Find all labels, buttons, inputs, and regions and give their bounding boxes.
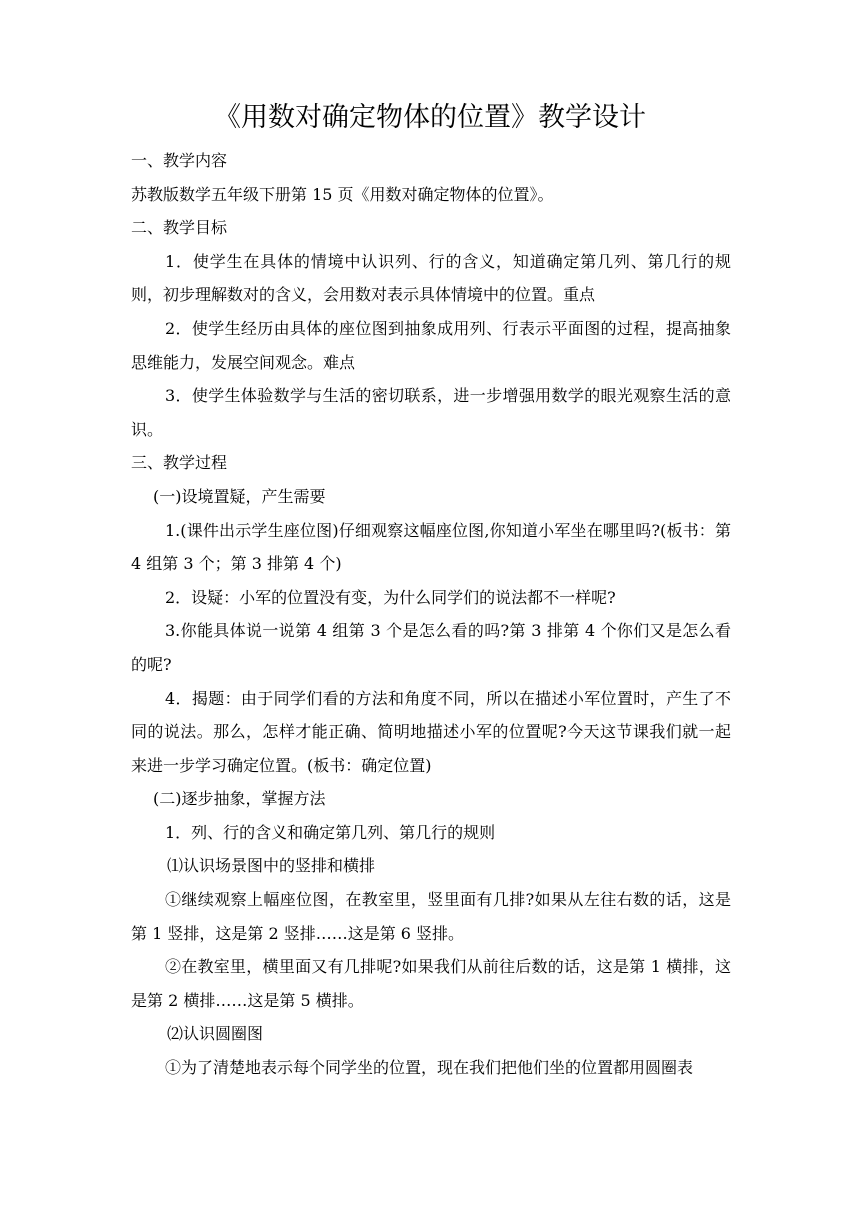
paragraph: 苏教版数学五年级下册第 15 页《用数对确定物体的位置》。: [131, 184, 554, 204]
paragraph: 1．列、行的含义和确定第几列、第几行的规则: [165, 822, 496, 842]
paragraph: ①继续观察上幅座位图，在教室里，竖里面有几排?如果从左往右数的话，这是第 1 竖排，这是第 2 竖排……这是第 6 竖排。: [131, 890, 731, 943]
paragraph: 2．使学生经历由具体的座位图到抽象成用列、行表示平面图的过程，提高抽象思维能力，发展空间观念。难点: [131, 318, 731, 372]
paragraph: ②在教室里，横里面又有几排呢?如果我们从前往后数的话，这是第 1 横排，这是第 2 横排……这是第 5 横排。: [131, 957, 731, 1010]
paragraph: ⑴认识场景图中的竖排和横排: [167, 856, 376, 876]
paragraph: ①为了清楚地表示每个同学坐的位置，现在我们把他们坐的位置都用圆圈表: [165, 1058, 694, 1078]
paragraph: 3.你能具体说一说第 4 组第 3 个是怎么看的吗?第 3 排第 4 个你们又是怎么看的呢?: [131, 621, 731, 674]
paragraph: 1.(课件出示学生座位图)仔细观察这幅座位图,你知道小军坐在哪里吗?(板书：第 4 组第 3 个；第 3 排第 4 个): [131, 520, 731, 574]
paragraph: (一)设境置疑，产生需要: [153, 486, 326, 506]
paragraph: 4．揭题：由于同学们看的方法和角度不同，所以在描述小军位置时，产生了不同的说法。那么，怎样才能正确、简明地描述小军的位置呢?今天这节课我们就一起来进一步学习确定位置。(板书：确定位置): [131, 688, 731, 775]
document-title: 《用数对确定物体的位置》教学设计: [214, 102, 646, 133]
paragraph: 三、教学过程: [131, 453, 228, 473]
paragraph: 一、教学内容: [131, 151, 228, 170]
paragraph: 1．使学生在具体的情境中认识列、行的含义，知道确定第几列、第几行的规则，初步理解数对的含义，会用数对表示具体情境中的位置。重点: [131, 251, 731, 305]
paragraph: 二、教学目标: [131, 218, 228, 238]
paragraph: ⑵认识圆圈图: [167, 1024, 264, 1044]
paragraph: 2．设疑：小军的位置没有变，为什么同学们的说法都不一样呢?: [165, 587, 616, 607]
document-body: [131, 144, 731, 1085]
paragraph: 3．使学生体验数学与生活的密切联系，进一步增强用数学的眼光观察生活的意识。: [131, 386, 731, 439]
paragraph: (二)逐步抽象，掌握方法: [153, 789, 326, 809]
